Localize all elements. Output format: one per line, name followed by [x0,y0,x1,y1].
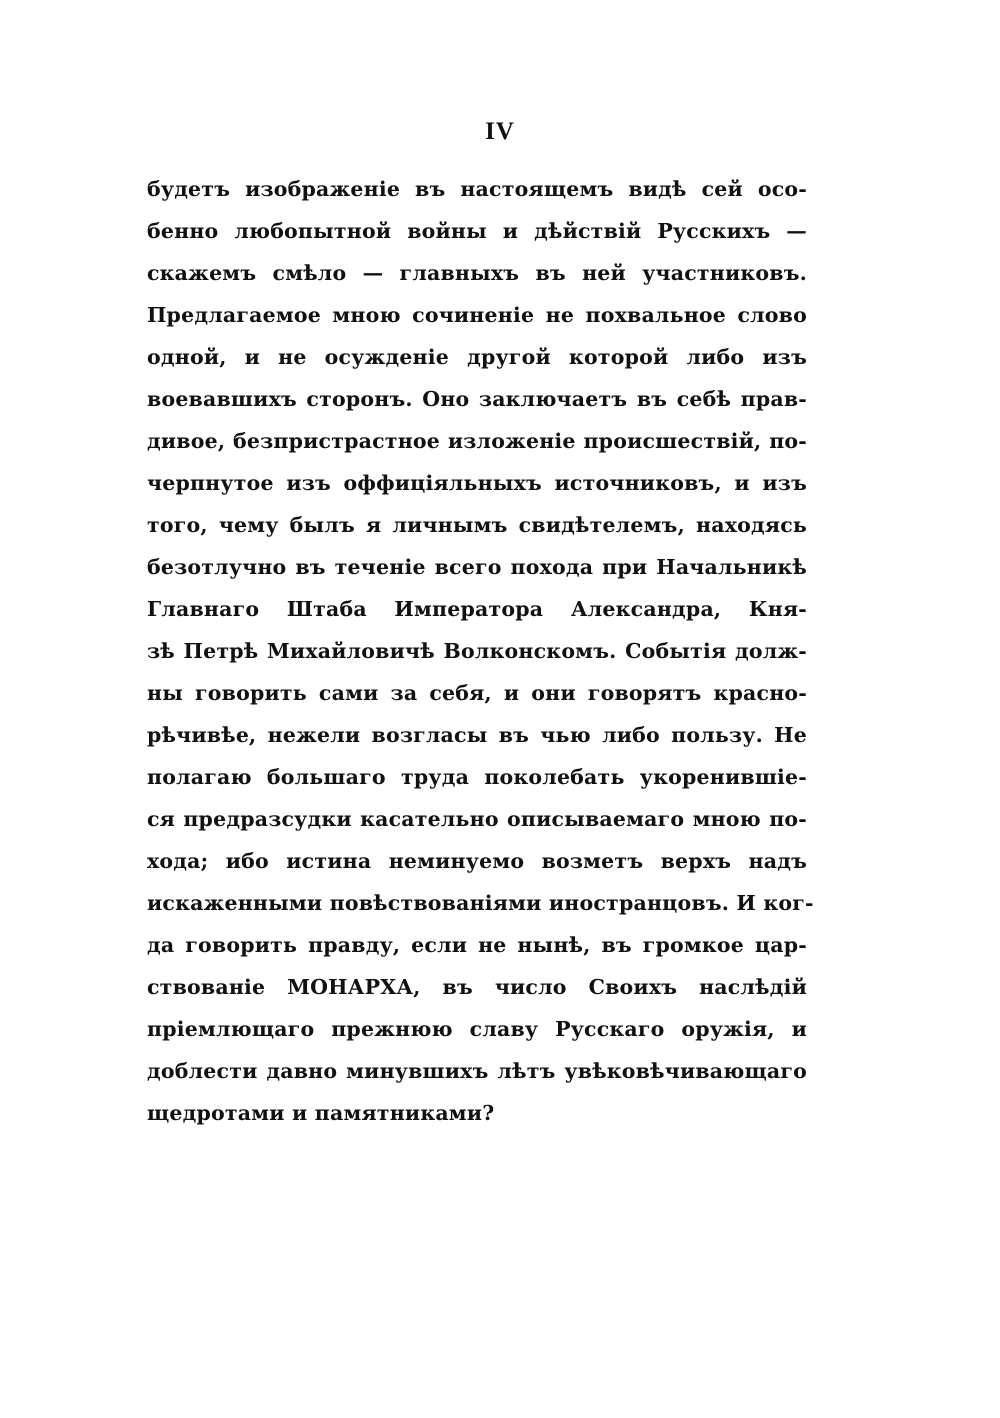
text-line: искаженными повѣствованіями иностранцовъ. И ког- [147,891,814,915]
text-line: хода; ибо истина неминуемо возметъ верхъ надъ [147,849,807,873]
text-line: дивое, безпристрастное изложеніе происшествій, по- [147,429,807,453]
text-line: зѣ Петрѣ Михайловичѣ Волконскомъ. Событія долж- [147,639,807,663]
text-line: ся предразсудки касательно описываемаго мною по- [147,807,807,831]
text-line: черпнутое изъ оффиціяльныхъ источниковъ, и изъ [147,471,807,495]
text-line: Предлагаемое мною сочиненіе не похвальное слово [147,303,807,327]
text-line: ны говорить сами за себя, и они говорятъ красно- [147,681,807,705]
text-line: безотлучно въ теченіе всего похода при Начальникѣ [147,555,807,579]
text-line: щедротами и памятниками? [147,1101,495,1125]
text-line: того, чему былъ я личнымъ свидѣтелемъ, находясь [147,513,807,537]
text-line: будетъ изображеніе въ настоящемъ видѣ сей осо- [147,177,807,201]
text-line: доблести давно минувшихъ лѣтъ увѣковѣчивающаго [147,1059,807,1083]
page-number: IV [485,118,515,145]
text-line: ствованіе МОНАРХА, въ число Своихъ наслѣдій [147,975,807,999]
text-line: воевавшихъ сторонъ. Оно заключаетъ въ себѣ прав- [147,387,807,411]
text-line: пріемлющаго прежнюю славу Русскаго оружія, и [147,1017,807,1041]
text-line: рѣчивѣе, нежели возгласы въ чью либо пользу. Не [147,723,807,747]
text-line: да говорить правду, если не нынѣ, въ громкое цар- [147,933,807,957]
text-line: скажемъ смѣло — главныхъ въ ней участниковъ. [147,261,807,285]
body-paragraph [147,168,814,1134]
text-line: Главнаго Штаба Императора Александра, Кня- [147,597,807,621]
text-line: одной, и не осужденіе другой которой либо изъ [147,345,807,369]
text-line: полагаю большаго труда поколебать укоренившіе- [147,765,807,789]
text-line: бенно любопытной войны и дѣйствій Русскихъ — [147,219,807,243]
